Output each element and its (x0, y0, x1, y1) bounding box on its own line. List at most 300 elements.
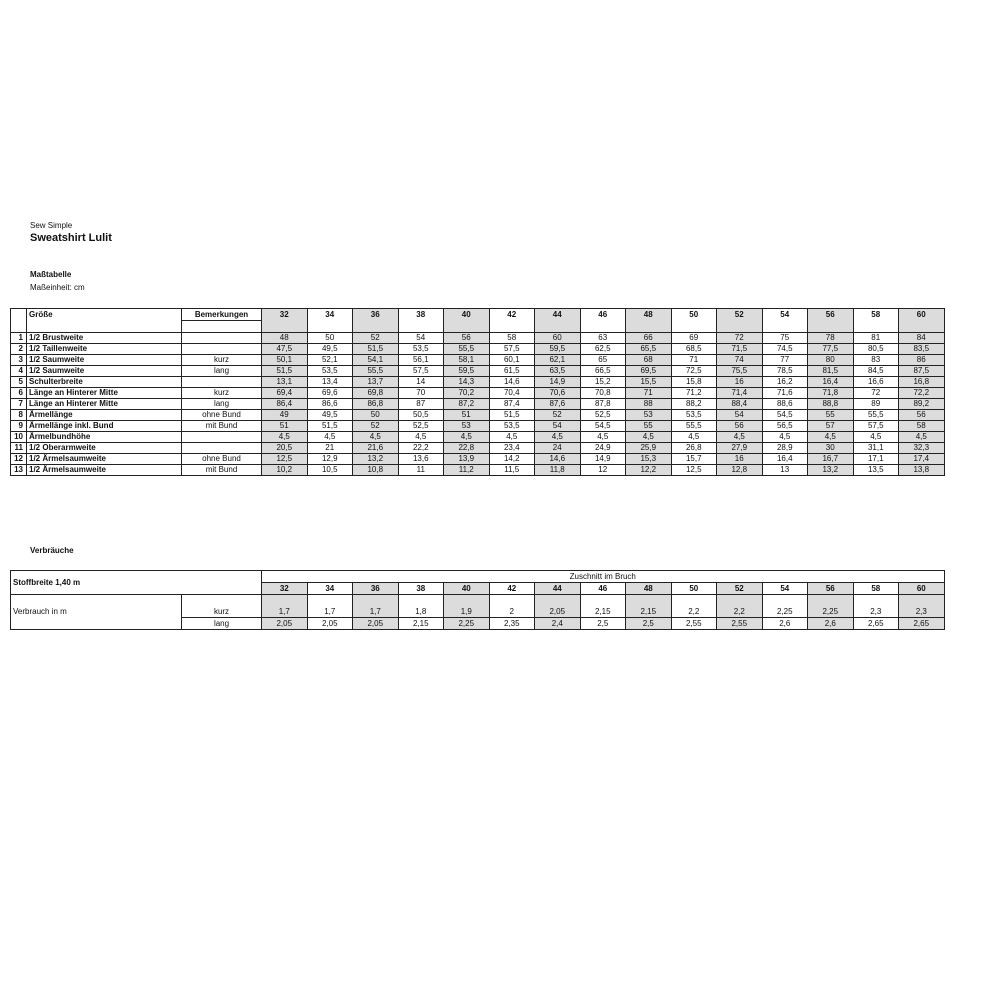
consumption-value: 2,5 (626, 618, 672, 630)
measurement-value: 21,6 (353, 443, 399, 454)
spacer-cell (717, 321, 763, 333)
measurement-label: Ärmellänge (27, 410, 182, 421)
measurement-value: 75,5 (717, 366, 763, 377)
size-header-cell: 42 (489, 309, 535, 321)
size-header-cell: 60 (899, 583, 945, 595)
consumption-value: 2,25 (444, 618, 490, 630)
measurement-value: 75 (762, 333, 808, 344)
consumption-value: 2,05 (307, 618, 353, 630)
measurement-value: 17,1 (853, 454, 899, 465)
measurement-label: 1/2 Ärmelsaumweite (27, 465, 182, 476)
measurement-value: 50,5 (398, 410, 444, 421)
consumption-value: 2,2 (671, 606, 717, 618)
consumption-value: 2,3 (853, 606, 899, 618)
measurement-value: 4,5 (398, 432, 444, 443)
spacer-cell (580, 595, 626, 607)
measurement-value: 14,9 (580, 454, 626, 465)
measurement-value: 13,2 (808, 465, 854, 476)
size-header-spacer-row (11, 321, 945, 333)
spacer-cell (27, 321, 182, 333)
measurement-note: lang (182, 366, 262, 377)
consumption-value: 2,15 (398, 618, 444, 630)
measurement-value: 51,5 (489, 410, 535, 421)
measurement-note (182, 377, 262, 388)
measurement-value: 71,4 (717, 388, 763, 399)
measurement-value: 13 (762, 465, 808, 476)
row-number: 13 (11, 465, 27, 476)
measurement-note: kurz (182, 355, 262, 366)
measurement-value: 52,5 (398, 421, 444, 432)
measurement-value: 62,5 (580, 344, 626, 355)
spacer-cell (808, 321, 854, 333)
consumption-value: 2,25 (808, 606, 854, 618)
size-header-cell: 44 (535, 583, 581, 595)
size-table-heading: Maßtabelle (30, 270, 72, 279)
measurement-row (11, 333, 945, 344)
measurement-value: 49 (262, 410, 308, 421)
size-header-cell: 46 (580, 309, 626, 321)
measurement-value: 69 (671, 333, 717, 344)
measurement-value: 78 (808, 333, 854, 344)
measurement-value: 54,1 (353, 355, 399, 366)
measurement-value: 4,5 (853, 432, 899, 443)
measurement-value: 14,6 (535, 454, 581, 465)
measurement-value: 55,5 (353, 366, 399, 377)
measurement-label: 1/2 Saumweite (27, 355, 182, 366)
measurement-value: 53,5 (671, 410, 717, 421)
size-header-cell: 38 (398, 583, 444, 595)
measurement-label: 1/2 Saumweite (27, 366, 182, 377)
size-header-cell: 32 (262, 583, 308, 595)
measurement-value: 22,8 (444, 443, 490, 454)
measurement-value: 21 (307, 443, 353, 454)
measurement-value: 88,6 (762, 399, 808, 410)
measurement-value: 88,2 (671, 399, 717, 410)
measurement-value: 14,9 (535, 377, 581, 388)
measurement-value: 15,7 (671, 454, 717, 465)
measurement-note (182, 333, 262, 344)
measurement-value: 17,4 (899, 454, 945, 465)
measurement-label: 1/2 Brustweite (27, 333, 182, 344)
measurement-value: 10,5 (307, 465, 353, 476)
measurement-value: 54 (398, 333, 444, 344)
measurement-value: 56 (899, 410, 945, 421)
measurement-value: 15,5 (626, 377, 672, 388)
measurement-value: 4,5 (535, 432, 581, 443)
measurement-value: 86,8 (353, 399, 399, 410)
measurement-value: 69,6 (307, 388, 353, 399)
spacer-cell (626, 595, 672, 607)
consumption-value: 2,55 (671, 618, 717, 630)
measurement-value: 61,5 (489, 366, 535, 377)
measurement-value: 62,1 (535, 355, 581, 366)
measurement-value: 16,8 (899, 377, 945, 388)
measurement-value: 86,6 (307, 399, 353, 410)
consumption-value: 2,15 (626, 606, 672, 618)
measurement-value: 16,4 (808, 377, 854, 388)
spacer-cell (535, 595, 581, 607)
spacer-cell (899, 321, 945, 333)
measurement-value: 72,5 (671, 366, 717, 377)
measurement-value: 59,5 (444, 366, 490, 377)
consumption-value: 1,9 (444, 606, 490, 618)
consumption-heading: Verbräuche (30, 546, 74, 555)
measurement-value: 49,5 (307, 344, 353, 355)
row-number: 12 (11, 454, 27, 465)
measurement-value: 72 (717, 333, 763, 344)
row-number: 9 (11, 421, 27, 432)
measurement-value: 27,9 (717, 443, 763, 454)
row-number: 10 (11, 432, 27, 443)
measurement-value: 58 (489, 333, 535, 344)
measurement-row (11, 399, 945, 410)
measurement-note: kurz (182, 388, 262, 399)
measurement-value: 4,5 (717, 432, 763, 443)
spacer-cell (626, 321, 672, 333)
measurement-row (11, 344, 945, 355)
consumption-value: 2,15 (580, 606, 626, 618)
spacer-cell (307, 321, 353, 333)
measurement-value: 71,6 (762, 388, 808, 399)
measurement-value: 14,6 (489, 377, 535, 388)
measurement-value: 13,7 (353, 377, 399, 388)
measurement-row (11, 388, 945, 399)
size-header-cell: 58 (853, 309, 899, 321)
measurement-value: 13,8 (899, 465, 945, 476)
measurement-value: 71,5 (717, 344, 763, 355)
size-header-cell: 48 (626, 309, 672, 321)
spacer-cell (853, 595, 899, 607)
measurement-value: 52 (535, 410, 581, 421)
measurement-row (11, 410, 945, 421)
remarks-header-label: Bemerkungen (182, 309, 262, 321)
measurement-value: 53,5 (398, 344, 444, 355)
measurement-value: 69,8 (353, 388, 399, 399)
size-header-label: Größe (27, 309, 182, 321)
measurement-value: 80 (808, 355, 854, 366)
consumption-spacer-row (11, 595, 945, 607)
measurement-label: Schulterbreite (27, 377, 182, 388)
spacer-cell (444, 595, 490, 607)
fabric-width-label: Stoffbreite 1,40 m (11, 571, 262, 595)
measurement-value: 13,6 (398, 454, 444, 465)
measurement-value: 52,5 (580, 410, 626, 421)
consumption-value: 1,7 (353, 606, 399, 618)
spacer-cell (182, 321, 262, 333)
measurement-label: Länge an Hinterer Mitte (27, 399, 182, 410)
measurement-value: 65,5 (626, 344, 672, 355)
measurement-value: 72,2 (899, 388, 945, 399)
measurement-value: 70,2 (444, 388, 490, 399)
measurement-row (11, 454, 945, 465)
row-number: 5 (11, 377, 27, 388)
size-header-cell: 32 (262, 309, 308, 321)
consumption-variant: lang (182, 618, 262, 630)
measurement-value: 55,5 (853, 410, 899, 421)
measurement-value: 48 (262, 333, 308, 344)
measurement-value: 56 (444, 333, 490, 344)
measurement-value: 13,2 (353, 454, 399, 465)
spacer-cell (762, 595, 808, 607)
measurement-value: 71,8 (808, 388, 854, 399)
measurement-value: 30 (808, 443, 854, 454)
measurement-value: 57,5 (398, 366, 444, 377)
measurement-value: 60,1 (489, 355, 535, 366)
measurement-value: 83 (853, 355, 899, 366)
size-header-cell: 58 (853, 583, 899, 595)
measurement-value: 57,5 (489, 344, 535, 355)
spacer-cell (899, 595, 945, 607)
measurement-value: 52,1 (307, 355, 353, 366)
size-header-cell: 60 (899, 309, 945, 321)
row-number: 1 (11, 333, 27, 344)
size-header-cell: 48 (626, 583, 672, 595)
row-number: 6 (11, 388, 27, 399)
measurement-value: 70,6 (535, 388, 581, 399)
size-header-cell: 56 (808, 583, 854, 595)
measurement-value: 86,4 (262, 399, 308, 410)
measurement-note: mit Bund (182, 465, 262, 476)
measurement-value: 14,3 (444, 377, 490, 388)
measurement-note (182, 344, 262, 355)
measurement-value: 81,5 (808, 366, 854, 377)
measurement-value: 70,8 (580, 388, 626, 399)
measurement-value: 47,5 (262, 344, 308, 355)
measurement-value: 13,9 (444, 454, 490, 465)
consumption-value: 2,2 (717, 606, 763, 618)
measurement-note: ohne Bund (182, 410, 262, 421)
spacer-cell (762, 321, 808, 333)
row-number: 4 (11, 366, 27, 377)
measurement-value: 4,5 (262, 432, 308, 443)
measurement-value: 24 (535, 443, 581, 454)
size-header-cell: 54 (762, 309, 808, 321)
measurement-value: 54,5 (762, 410, 808, 421)
spacer-cell (808, 595, 854, 607)
measurement-label: Ärmelbundhöhe (27, 432, 182, 443)
spacer-cell (489, 321, 535, 333)
measurement-row (11, 355, 945, 366)
measurement-value: 69,5 (626, 366, 672, 377)
measurement-value: 13,1 (262, 377, 308, 388)
measurement-value: 70 (398, 388, 444, 399)
measurement-note: lang (182, 399, 262, 410)
measurement-value: 15,3 (626, 454, 672, 465)
measurement-value: 55,5 (671, 421, 717, 432)
measurement-value: 55 (626, 421, 672, 432)
measurement-value: 11,5 (489, 465, 535, 476)
measurement-value: 4,5 (671, 432, 717, 443)
measurement-value: 16,7 (808, 454, 854, 465)
spacer-cell (580, 321, 626, 333)
measurement-value: 4,5 (307, 432, 353, 443)
measurement-value: 74 (717, 355, 763, 366)
measurement-value: 66,5 (580, 366, 626, 377)
consumption-value: 2,4 (535, 618, 581, 630)
cut-header: Zuschnitt im Bruch (262, 571, 945, 583)
measurement-value: 11,2 (444, 465, 490, 476)
measurement-label: 1/2 Taillenweite (27, 344, 182, 355)
measurement-value: 60 (535, 333, 581, 344)
measurement-label: 1/2 Oberarmweite (27, 443, 182, 454)
measurement-value: 78,5 (762, 366, 808, 377)
measurement-value: 71 (626, 388, 672, 399)
spacer-cell (262, 321, 308, 333)
size-header-cell: 46 (580, 583, 626, 595)
measurement-row (11, 377, 945, 388)
spacer-cell (535, 321, 581, 333)
measurement-label: Ärmellänge inkl. Bund (27, 421, 182, 432)
measurement-value: 54,5 (580, 421, 626, 432)
measurement-value: 12,5 (671, 465, 717, 476)
measurement-value: 12,9 (307, 454, 353, 465)
measurement-value: 88,4 (717, 399, 763, 410)
brand-label: Sew Simple (30, 221, 73, 230)
measurement-value: 16,6 (853, 377, 899, 388)
measurement-value: 23,4 (489, 443, 535, 454)
spacer-cell (489, 595, 535, 607)
measurement-value: 88,8 (808, 399, 854, 410)
measurement-value: 86 (899, 355, 945, 366)
spacer-cell (444, 321, 490, 333)
measurement-value: 16 (717, 454, 763, 465)
measurement-value: 57 (808, 421, 854, 432)
measurement-value: 83,5 (899, 344, 945, 355)
spacer-cell (671, 321, 717, 333)
measurement-value: 11,8 (535, 465, 581, 476)
unit-label: Maßeinheit: cm (30, 283, 85, 292)
consumption-value: 2,3 (899, 606, 945, 618)
size-header-cell: 44 (535, 309, 581, 321)
measurement-value: 51 (262, 421, 308, 432)
measurement-value: 52 (353, 333, 399, 344)
measurement-value: 10,2 (262, 465, 308, 476)
measurement-value: 31,1 (853, 443, 899, 454)
size-header-cell: 50 (671, 309, 717, 321)
size-table (10, 308, 945, 476)
measurement-value: 77 (762, 355, 808, 366)
measurement-value: 13,4 (307, 377, 353, 388)
consumption-value: 2,35 (489, 618, 535, 630)
measurement-note: ohne Bund (182, 454, 262, 465)
measurement-value: 51,5 (262, 366, 308, 377)
measurement-value: 50,1 (262, 355, 308, 366)
consumption-value: 2,05 (535, 606, 581, 618)
measurement-label: 1/2 Ärmelsaumweite (27, 454, 182, 465)
spacer-cell (353, 321, 399, 333)
measurement-value: 20,5 (262, 443, 308, 454)
consumption-value: 1,8 (398, 606, 444, 618)
measurement-value: 57,5 (853, 421, 899, 432)
measurement-value: 28,9 (762, 443, 808, 454)
document-title: Sweatshirt Lulit (30, 232, 112, 244)
spacer-cell (398, 321, 444, 333)
measurement-value: 54 (535, 421, 581, 432)
measurement-value: 4,5 (899, 432, 945, 443)
spacer-cell (307, 595, 353, 607)
measurement-value: 53,5 (489, 421, 535, 432)
measurement-value: 4,5 (626, 432, 672, 443)
row-number: 8 (11, 410, 27, 421)
measurement-value: 84,5 (853, 366, 899, 377)
measurement-value: 59,5 (535, 344, 581, 355)
measurement-value: 87,2 (444, 399, 490, 410)
measurement-value: 71,2 (671, 388, 717, 399)
measurement-value: 53 (444, 421, 490, 432)
size-header-cell: 56 (808, 309, 854, 321)
measurement-value: 24,9 (580, 443, 626, 454)
measurement-value: 56,5 (762, 421, 808, 432)
measurement-value: 80,5 (853, 344, 899, 355)
size-header-cell: 38 (398, 309, 444, 321)
measurement-value: 56 (717, 421, 763, 432)
size-header-row (11, 309, 945, 321)
measurement-value: 58 (899, 421, 945, 432)
spacer-cell (353, 595, 399, 607)
measurement-value: 87,8 (580, 399, 626, 410)
measurement-value: 4,5 (808, 432, 854, 443)
measurement-value: 87,5 (899, 366, 945, 377)
consumption-value: 1,7 (262, 606, 308, 618)
spacer-cell (398, 595, 444, 607)
measurement-value: 12,2 (626, 465, 672, 476)
measurement-value: 69,4 (262, 388, 308, 399)
measurement-value: 51,5 (353, 344, 399, 355)
measurement-value: 68 (626, 355, 672, 366)
spacer-cell (11, 321, 27, 333)
measurement-value: 72 (853, 388, 899, 399)
measurement-value: 22,2 (398, 443, 444, 454)
header-corner-cell (11, 309, 27, 321)
measurement-value: 77,5 (808, 344, 854, 355)
measurement-value: 15,8 (671, 377, 717, 388)
measurement-value: 25,9 (626, 443, 672, 454)
consumption-value: 2,65 (899, 618, 945, 630)
measurement-value: 32,3 (899, 443, 945, 454)
measurement-value: 4,5 (444, 432, 490, 443)
measurement-value: 50 (353, 410, 399, 421)
measurement-value: 81 (853, 333, 899, 344)
measurement-value: 12,5 (262, 454, 308, 465)
measurement-value: 87,6 (535, 399, 581, 410)
measurement-value: 51 (444, 410, 490, 421)
row-number: 11 (11, 443, 27, 454)
consumption-value: 2,05 (353, 618, 399, 630)
measurement-value: 12 (580, 465, 626, 476)
row-number: 7 (11, 399, 27, 410)
size-header-cell: 40 (444, 583, 490, 595)
measurement-value: 55 (808, 410, 854, 421)
measurement-note (182, 443, 262, 454)
consumption-value: 2,6 (808, 618, 854, 630)
measurement-value: 14 (398, 377, 444, 388)
measurement-value: 12,8 (717, 465, 763, 476)
measurement-value: 4,5 (489, 432, 535, 443)
measurement-label: Länge an Hinterer Mitte (27, 388, 182, 399)
measurement-value: 65 (580, 355, 626, 366)
spacer-cell (182, 595, 262, 607)
measurement-value: 89 (853, 399, 899, 410)
measurement-value: 53 (626, 410, 672, 421)
measurement-value: 4,5 (580, 432, 626, 443)
consumption-value: 2,65 (853, 618, 899, 630)
measurement-row (11, 432, 945, 443)
measurement-value: 63,5 (535, 366, 581, 377)
measurement-value: 87 (398, 399, 444, 410)
measurement-value: 55,5 (444, 344, 490, 355)
measurement-value: 14,2 (489, 454, 535, 465)
measurement-value: 4,5 (762, 432, 808, 443)
